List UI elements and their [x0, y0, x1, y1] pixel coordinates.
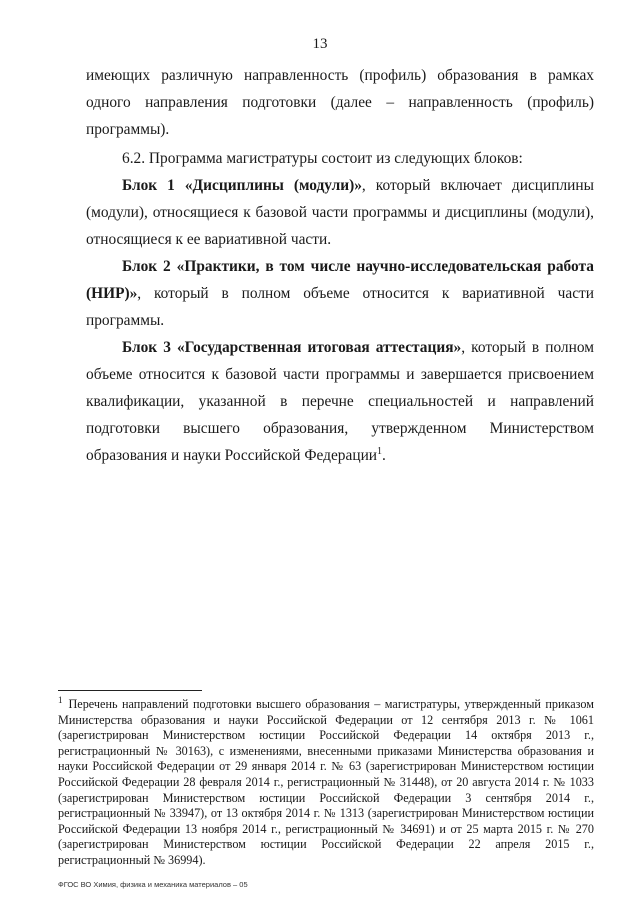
paragraph-continuation: имеющих различную направленность (профиль) образования в рамках одного направления подготовки (далее – направленность (профиль) программы). — [86, 67, 594, 138]
block-3-heading: Блок 3 «Государственная итоговая аттестация» — [122, 339, 462, 356]
document-body — [86, 62, 594, 469]
block-3-end: . — [382, 447, 386, 464]
page-number: 13 — [312, 36, 328, 52]
footnote-divider — [58, 690, 202, 691]
footnote-mark: 1 — [58, 694, 63, 705]
footer-label: ФГОС ВО Химия, физика и механика материалов – 05 — [58, 880, 248, 889]
block-1-text: , который включает дисциплины (модули), относящиеся к базовой части программы и дисциплины (модули), относящиеся к ее вариативной части. — [86, 177, 594, 248]
block-2-heading: Блок 2 «Практики, в том числе научно-исследовательская работа (НИР)» — [86, 258, 594, 302]
paragraph-block-1 — [86, 172, 594, 253]
paragraph-block-3 — [86, 334, 594, 469]
block-1-heading: Блок 1 «Дисциплины (модули)» — [122, 177, 362, 194]
block-2-text: , который в полном объеме относится к вариативной части программы. — [86, 285, 594, 329]
paragraph-program-structure: 6.2. Программа магистратуры состоит из следующих блоков: — [122, 150, 523, 167]
footnote — [58, 694, 594, 869]
footnote-reference[interactable]: 1 — [377, 445, 383, 457]
block-3-text: , который в полном объеме относится к базовой части программы и завершается присвоением квалификации, указанной в перечне специальностей и направлений подготовки высшего образования, утвержденном Министерством образования и науки Российской Федерации — [86, 339, 594, 464]
paragraph-block-2 — [86, 253, 594, 334]
footnote-text: Перечень направлений подготовки высшего образования – магистратуры, утвержденный приказом Министерства образования и науки Российской Федерации от 12 сентября 2013 г. № 1061 (зарегистрирован Министерством юстиции Российской Федерации 14 октября 2013 г., регистрационный № 30163), с изменениями, внесенными приказами Министерства образования и науки Российской Федерации от 29 января 2014 г. № 63 (зарегистрирован Министерством юстиции Российской Федерации 28 февраля 2014 г., регистрационный № 31448), от 20 августа 2014 г. № 1033 (зарегистрирован Министерством юстиции Российской Федерации 3 сентября 2014 г., регистрационный № 33947), от 13 октября 2014 г. № 1313 (зарегистрирован Министерством юстиции Российской Федерации 13 ноября 2014 г., регистрационный № 34691) и от 25 марта 2015 г. № 270 (зарегистрирован Министерством юстиции Российской Федерации 22 апреля 2015 г., регистрационный № 36994). — [58, 697, 594, 867]
